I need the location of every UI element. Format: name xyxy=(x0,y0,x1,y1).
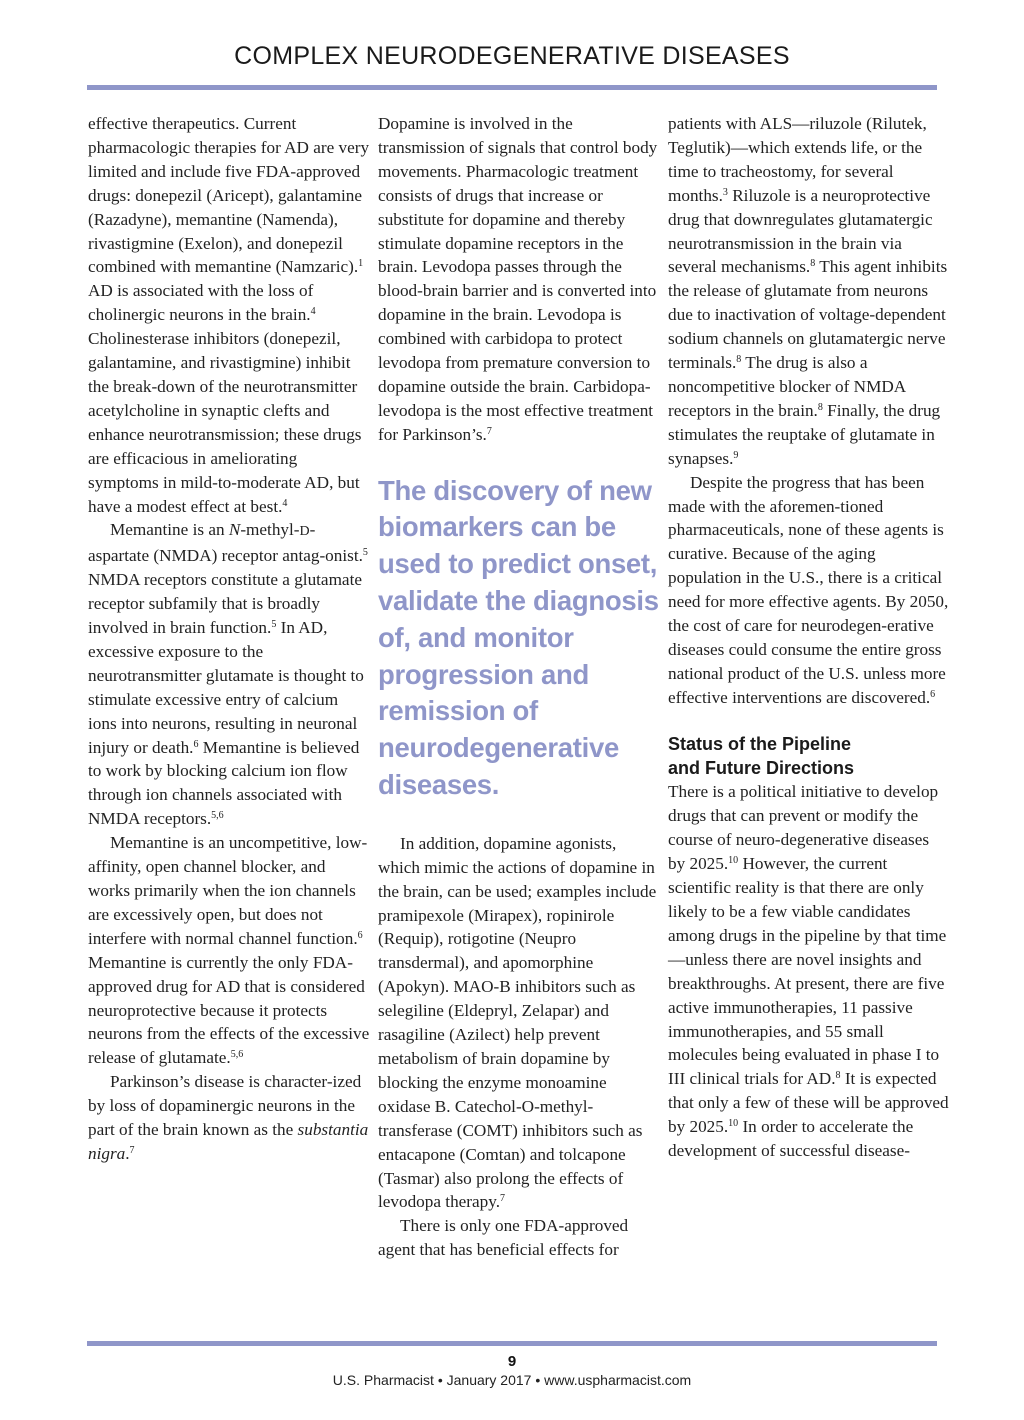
pull-quote: The discovery of new biomarkers can be used to predict onset, validate the diagnosis of, and monitor progression and remission of neurodegenerative diseases. xyxy=(378,474,659,801)
paragraph: There is a political initiative to develop drugs that can prevent or modify the course of neuro-degenerative diseases by 2025.10 However, the current scientific reality is that there are only likely to be a few viable candidates among drugs in the pipeline by that time—unless there are novel insights and breakthroughs. At present, there are five active immunotherapies, 11 passive immunotherapies, and 55 small molecules being evaluated in phase I to III clinical trials for AD.$^8$ It is expected that only a few of these will be approved by 2025.10 In order to accelerate the development of successful disease- xyxy=(668,782,949,1161)
paragraph: Memantine is an N-methyl-D-aspartate (NMDA) receptor antag-onist.$^5$ NMDA receptors constitute a glutamate receptor subfamily that is broadly involved in brain function.$^5$ In AD, excessive exposure to the neurotransmitter glutamate is thought to stimulate excessive entry of calcium ions into neurons, resulting in neuronal injury or death.$^6$ Memantine is believed to work by blocking calcium ion flow through ion channels associated with NMDA receptors.$^{5,6}$ xyxy=(88,520,368,829)
header-rule xyxy=(87,85,937,90)
footer-text: U.S. Pharmacist • January 2017 • www.uspharmacist.com xyxy=(332,1372,692,1388)
paragraph: There is only one FDA-approved agent that has beneficial effects for xyxy=(378,1216,629,1260)
page-number: 9 xyxy=(507,1353,517,1370)
paragraph: Dopamine is involved in the transmission of signals that control body movements. Pharmacologic treatment consists of drugs that increase or substitute for dopamine and thereby stimulate dopamine receptors in the brain. Levodopa passes through the blood-brain barrier and is converted into dopamine in the brain. Levodopa is combined with carbidopa to protect levodopa from premature conversion to dopamine outside the brain. Carbidopa-levodopa is the most effective treatment for Parkinson’s.$^7$ xyxy=(378,114,658,444)
column-3 xyxy=(668,112,950,1163)
column-1 xyxy=(88,112,370,1166)
column-2 xyxy=(378,112,660,1262)
paragraph: patients with ALS—riluzole (Rilutek, Teglutik)—which extends life, or the time to tracheostomy, for several months.$^3$ Riluzole is a neuroprotective drug that downregulates glutamatergic neurotransmission in the brain via several mechanisms.$^8$ This agent inhibits the release of glutamate from neurons due to inactivation of voltage-dependent sodium channels on glutamatergic nerve terminals.$^8$ The drug is also a noncompetitive blocker of NMDA receptors in the brain.$^8$ Finally, the drug stimulates the reuptake of glutamate in synapses.$^9$ xyxy=(668,114,948,468)
footer-rule xyxy=(87,1341,937,1346)
paragraph: Parkinson’s disease is character-ized by loss of dopaminergic neurons in the part of the brain known as the substantia nigra.$^7$ xyxy=(88,1072,369,1163)
page-title: COMPLEX NEURODEGENERATIVE DISEASES xyxy=(234,42,790,70)
paragraph: Memantine is an uncompetitive, low-affinity, open channel blocker, and works primarily when the ion channels are excessively open, but does not interfere with normal channel function.$^6$ Memantine is currently the only FDA-approved drug for AD that is considered neuroprotective because it protects neurons from the effects of the excessive release of glutamate.$^{5,6}$ xyxy=(88,833,370,1068)
section-heading: Status of the Pipeline and Future Directions xyxy=(668,733,855,778)
paragraph: Despite the progress that has been made with the aforemen-tioned pharmaceuticals, none of these agents is curative. Because of the aging population in the U.S., there is a critical need for more effective agents. By 2050, the cost of care for neurodegen-erative diseases could consume the entire gross national product of the U.S. unless more effective interventions are discovered.$^6$ xyxy=(668,472,949,707)
paragraph: In addition, dopamine agonists, which mimic the actions of dopamine in the brain, can be used; examples include pramipexole (Mirapex), ropinirole (Requip), rotigotine (Neupro transdermal), and apomorphine (Apokyn). MAO-B inhibitors such as selegiline (Eldepryl, Zelapar) and rasagiline (Azilect) help prevent metabolism of brain dopamine by blocking the enzyme monoamine oxidase B. Catechol-O-methyl-transferase (COMT) inhibitors such as entacapone (Comtan) and tolcapone (Tasmar) also prolong the effects of levodopa therapy.$^7$ xyxy=(378,833,657,1212)
paragraph: effective therapeutics. Current pharmacologic therapies for AD are very limited and include five FDA-approved drugs: donepezil (Aricept), galantamine (Razadyne), memantine (Namenda), rivastigmine (Exelon), and donepezil combined with memantine (Namzaric).$^1$ AD is associated with the loss of cholinergic neurons in the brain.$^4$ Cholinesterase inhibitors (donepezil, galantamine, and rivastigmine) inhibit the break-down of the neurotransmitter acetylcholine in synaptic clefts and enhance neurotransmission; these drugs are efficacious in ameliorating symptoms in mild-to-moderate AD, but have a modest effect at best.$^4$ xyxy=(88,114,370,516)
